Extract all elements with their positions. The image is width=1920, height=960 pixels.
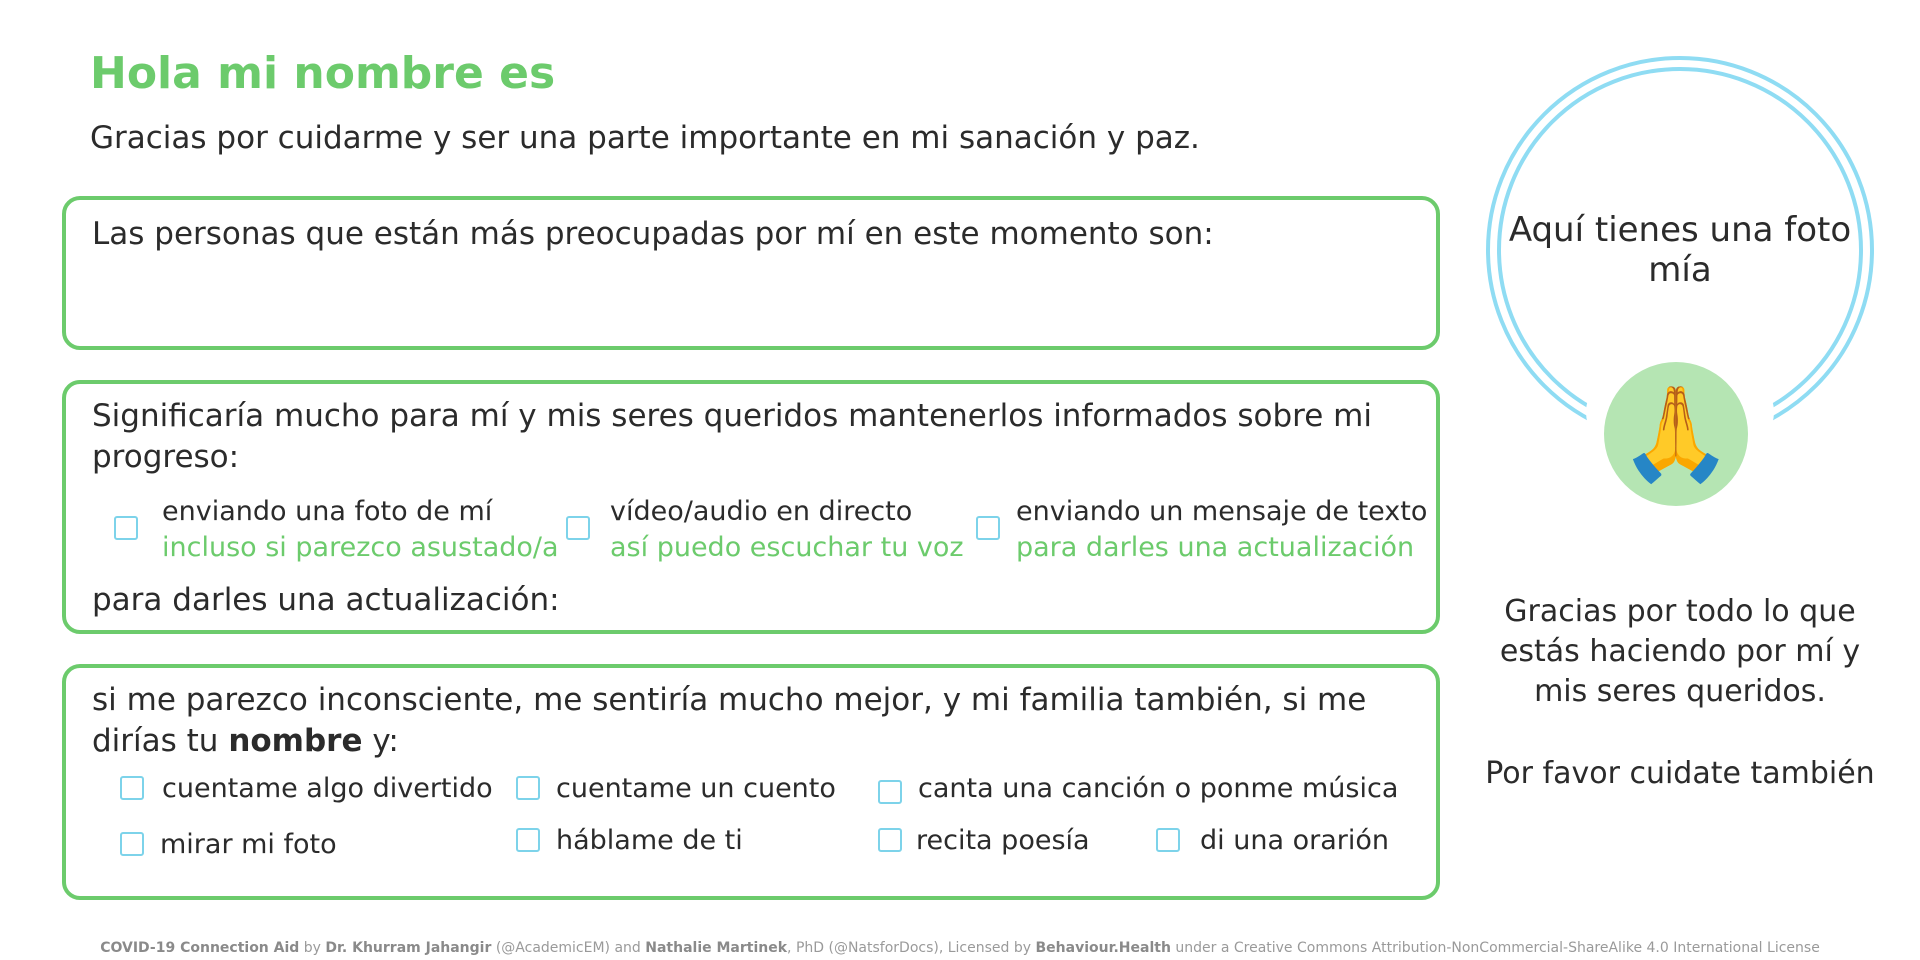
footer-author2: Nathalie Martinek [645,940,788,956]
checkbox-live-video[interactable] [566,516,590,540]
footer-author1: Dr. Khurram Jahangir [325,940,492,956]
option-send-photo [162,494,559,566]
progress-updates-footer: para darles una actualización: [92,582,560,618]
checkbox-send-photo[interactable] [114,516,138,540]
option-recite-poetry: recita poesía [916,825,1090,856]
progress-updates-box [62,380,1440,634]
thanks-message: Gracias por todo lo que estás haciendo por mí y mis seres queridos. [1499,594,1861,709]
concerned-people-box [62,196,1440,350]
footer-org: Behaviour.Health [1035,940,1171,956]
option-tell-story: cuentame un cuento [556,773,836,804]
checkbox-tell-story[interactable] [516,776,540,800]
footer-license: under a Creative Commons Attribution-NonCommercial-ShareAlike 4.0 International License [1170,940,1820,956]
checkbox-recite-poetry[interactable] [878,828,902,852]
page-subtitle: Gracias por cuidarme y ser una parte importante en mi sanación y paz. [90,120,1200,156]
footer-project: COVID-19 Connection Aid [100,940,300,956]
option-live-video-note: así puedo escuchar tu voz [610,532,964,563]
option-send-photo-note: incluso si parezco asustado/a [162,532,559,563]
progress-updates-question: Significaría mucho para mí y mis seres queridos mantenerlos informados sobre mi progreso: [92,398,1372,475]
unconscious-box [62,664,1440,900]
license-footer [0,940,1920,956]
footer-by: by [299,940,326,956]
option-talk-about-you: háblame de ti [556,825,743,856]
option-text-message [1016,494,1427,566]
photo-caption: Aquí tienes una foto mía [1508,210,1852,290]
checkbox-look-photo[interactable] [120,832,144,856]
option-send-photo-label: enviando una foto de mí [162,496,493,527]
option-text-message-note: para darles una actualización [1016,532,1415,563]
unconscious-question-end: y: [372,723,399,759]
unconscious-question-text: si me parezco inconsciente, me sentiría mucho mejor, y mi familia también, si me dirías tu [92,682,1367,759]
option-look-photo: mirar mi foto [160,829,337,860]
checkbox-talk-about-you[interactable] [516,828,540,852]
footer-handle1: (@AcademicEM) and [491,940,646,956]
option-tell-funny: cuentame algo divertido [162,773,493,804]
praying-hands-icon: 🙏 [1618,380,1734,487]
take-care-message: Por favor cuidate también [1485,756,1875,791]
checkbox-sing-music[interactable] [878,780,902,804]
checkbox-tell-funny[interactable] [120,776,144,800]
page-title: Hola mi nombre es [90,48,556,99]
option-sing-music: canta una canción o ponme música [918,773,1399,804]
unconscious-question [92,680,1412,762]
option-text-message-label: enviando un mensaje de texto [1016,496,1428,527]
option-live-video-label: vídeo/audio en directo [610,496,913,527]
checkbox-text-message[interactable] [976,516,1000,540]
option-say-prayer: di una orarión [1200,825,1389,856]
checkbox-say-prayer[interactable] [1156,828,1180,852]
unconscious-question-bold: nombre [228,723,363,759]
option-live-video [610,494,964,566]
footer-handle2: , PhD (@NatsforDocs), Licensed by [787,940,1036,956]
concerned-people-label: Las personas que están más preocupadas por mí en este momento son: [92,216,1214,252]
